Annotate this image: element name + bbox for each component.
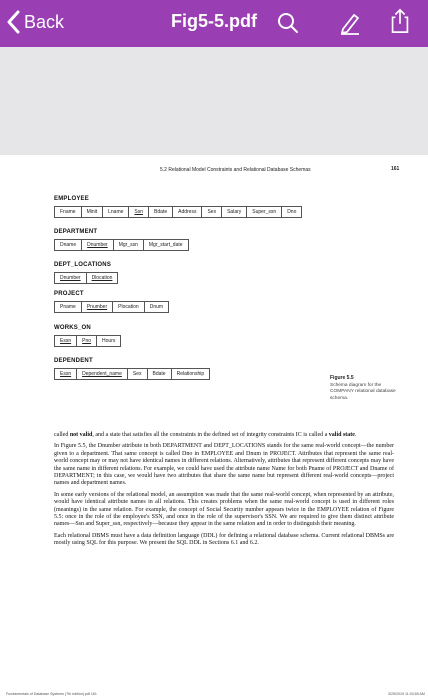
attribute-cell: Relationship bbox=[172, 368, 211, 380]
relation-attributes bbox=[54, 239, 189, 250]
relation-attributes bbox=[54, 301, 169, 312]
primary-key-attribute: Dlocation bbox=[87, 272, 119, 284]
relation-name: WORKS_ON bbox=[54, 325, 91, 331]
attribute-cell: Mgr_ssn bbox=[114, 239, 144, 251]
viewer-background bbox=[0, 47, 428, 155]
document-title: Fig5-5.pdf bbox=[171, 11, 257, 31]
page-number: 161 bbox=[391, 166, 400, 172]
search-icon[interactable] bbox=[275, 10, 301, 36]
share-icon[interactable] bbox=[387, 8, 413, 34]
body-paragraph: In Figure 5.5, the Dnumber attribute in both DEPARTMENT and DEPT_LOCATIONS stands for the same real-world concept—the number given to a department. That same concept is called Dno in EMPLOYEE and Dnum in PROJECT. Attributes that represent the same real-world concept may or may not have identical names in different relations. Alternatively, attributes that represent different concepts may have the same name in different relations. For example, we could have used the attribute name Name for both Pname of PROJECT and Dname of DEPARTMENT; in this case, we would have two attributes that share the same name but represent different real-world concepts—project names and department names. bbox=[54, 443, 394, 487]
primary-key-attribute: Dnumber bbox=[82, 239, 114, 251]
attribute-cell: Super_ssn bbox=[247, 206, 282, 218]
footer-right: 3/29/2019 11:03:55 AM bbox=[388, 692, 425, 696]
primary-key-attribute: Dependent_name bbox=[77, 368, 128, 380]
primary-key-attribute: Ssn bbox=[129, 206, 149, 218]
attribute-cell: Sex bbox=[128, 368, 148, 380]
attribute-cell: Dno bbox=[282, 206, 302, 218]
attribute-cell: Hours bbox=[97, 335, 121, 347]
footer-left: Fundamentals of Database Systems (7th edition).pdf 161 bbox=[6, 692, 97, 696]
attribute-cell: Lname bbox=[103, 206, 129, 218]
back-label: Back bbox=[24, 12, 65, 32]
primary-key-attribute: Pno bbox=[77, 335, 97, 347]
relation-attributes bbox=[54, 206, 302, 217]
relation-name: DEPARTMENT bbox=[54, 229, 98, 235]
attribute-cell: Plocation bbox=[113, 301, 145, 313]
primary-key-attribute: Pnumber bbox=[82, 301, 113, 313]
running-head: 5.2 Relational Model Constraints and Relational Database Schemas bbox=[160, 167, 311, 173]
attribute-cell: Pname bbox=[54, 301, 82, 313]
markup-pen-icon[interactable] bbox=[337, 10, 363, 36]
attribute-cell: Address bbox=[173, 206, 202, 218]
primary-key-attribute: Essn bbox=[54, 335, 77, 347]
primary-key-attribute: Dnumber bbox=[54, 272, 87, 284]
body-text bbox=[54, 432, 394, 552]
relation-name: DEPENDENT bbox=[54, 358, 93, 364]
attribute-cell: Salary bbox=[222, 206, 247, 218]
attribute-cell: Dname bbox=[54, 239, 82, 251]
relation-name: PROJECT bbox=[54, 291, 84, 297]
relation-attributes bbox=[54, 368, 210, 379]
back-button[interactable] bbox=[6, 8, 64, 36]
body-paragraph: called not valid, and a state that satisfies all the constraints in the defined set of integrity constraints IC is called a valid state. bbox=[54, 432, 357, 438]
attribute-cell: Bdate bbox=[149, 206, 173, 218]
relation-attributes bbox=[54, 272, 118, 283]
relation-name: DEPT_LOCATIONS bbox=[54, 262, 112, 268]
figure-caption: Schema diagram for the COMPANY relational database schema. bbox=[330, 383, 396, 401]
attribute-cell: Mgr_start_date bbox=[144, 239, 189, 251]
relation-attributes bbox=[54, 335, 121, 346]
relation-name: EMPLOYEE bbox=[54, 196, 89, 202]
figure-title: Figure 5.5 bbox=[330, 375, 354, 381]
chevron-left-icon bbox=[6, 10, 20, 34]
pdf-page[interactable] bbox=[0, 155, 428, 700]
attribute-cell: Bdate bbox=[148, 368, 172, 380]
body-paragraph: In some early versions of the relational model, an assumption was made that the same real-world concept, when represented by an attribute, would have identical attribute names in all relations. This creates problems when the same real-world concept is used in different roles (meanings) in the same relation. For example, the concept of Social Security number appears twice in the EMPLOYEE relation of Figure 5.5: once in the role of the employee's SSN, and once in the role of the supervisor's SSN. We are required to give them distinct attribute names—Ssn and Super_ssn, respectively—because they appear in the same relation and in order to distinguish their meaning. bbox=[54, 491, 394, 528]
attribute-cell: Dnum bbox=[145, 301, 169, 313]
primary-key-attribute: Essn bbox=[54, 368, 77, 380]
attribute-cell: Sex bbox=[202, 206, 222, 218]
body-paragraph: Each relational DBMS must have a data definition language (DDL) for defining a relational database schema. Current relational DBMSs are mostly using SQL for this purpose. We present the SQL DDL in Sections 6.1 and 6.2. bbox=[54, 532, 394, 547]
navigation-bar bbox=[0, 0, 428, 47]
attribute-cell: Fname bbox=[54, 206, 82, 218]
attribute-cell: Minit bbox=[82, 206, 104, 218]
